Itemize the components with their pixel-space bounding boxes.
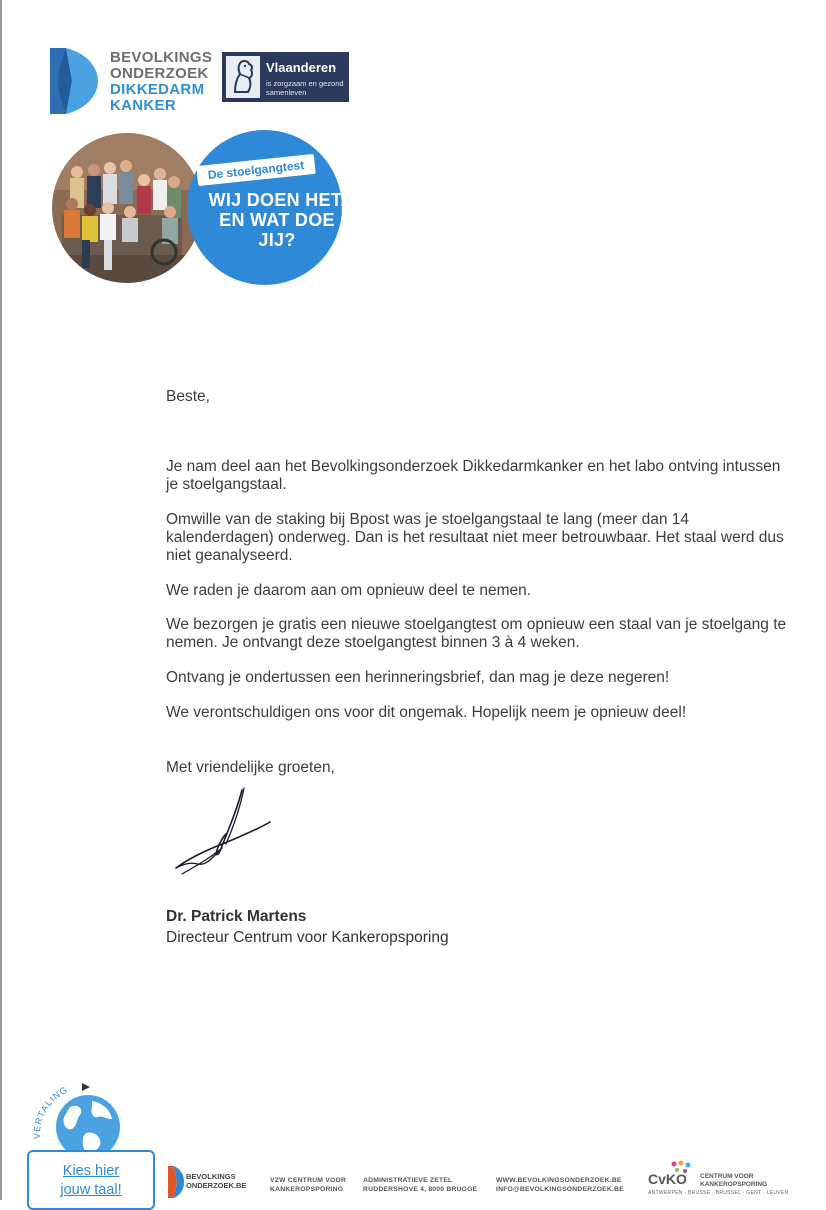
- paragraph-6: We verontschuldigen ons voor dit ongemak. Hopelijk neem je opnieuw deel!: [166, 704, 687, 721]
- footer-logo-line1: BEVOLKINGS: [186, 1172, 236, 1181]
- cvko-line1: CENTRUM VOOR: [700, 1173, 754, 1180]
- vertaling-label: VERTALING: [31, 1084, 70, 1140]
- campaign-slogan: WIJ DOEN HET. EN WAT DOE JIJ?: [208, 190, 346, 250]
- footer-email[interactable]: INFO@BEVOLKINGSONDERZOEK.BE: [496, 1186, 624, 1193]
- footer-organisation: [270, 1176, 346, 1194]
- footer-address: [363, 1176, 477, 1194]
- bvo-logo-line1: BEVOLKINGS: [110, 49, 213, 66]
- cvko-text: [700, 1173, 767, 1189]
- footer-col1-line1: VZW CENTRUM VOOR: [270, 1177, 347, 1184]
- group-photo: [52, 130, 202, 285]
- paragraph-4: We bezorgen je gratis een nieuwe stoelgangtest om opnieuw een staal van je stoelgang te nemen. Je ontvangt deze stoelgangtest binnen 3 à 4 weken.: [166, 616, 787, 651]
- cvko-cities: ANTWERPEN · BRUSSE · BRUSSEL · GENT · LEUVEN: [648, 1190, 789, 1196]
- footer-col1-line2: KANKEROPSPORING: [270, 1186, 344, 1193]
- campaign-banner: [52, 130, 352, 290]
- cvko-mark: CvKO: [648, 1171, 687, 1187]
- vlaanderen-title: Vlaanderen: [266, 60, 337, 75]
- vlaanderen-subtitle: is zorgzaam en gezond samenleven: [266, 79, 344, 97]
- footer-contact: [496, 1176, 624, 1194]
- bvo-logo-line2: ONDERZOEK: [110, 65, 209, 82]
- bvo-logo-mark: [50, 48, 98, 114]
- footer-col2-line1: ADMINISTRATIEVE ZETEL: [363, 1177, 453, 1184]
- footer-bvo-logo-text: [186, 1172, 246, 1190]
- choose-language-line2[interactable]: jouw taal!: [60, 1182, 122, 1198]
- paragraph-5: Ontvang je ondertussen een herinneringsbrief, dan mag je deze negeren!: [166, 669, 670, 686]
- vlaanderen-logo: [222, 52, 349, 102]
- paragraph-2: Omwille van de staking bij Bpost was je stoelgangstaal te lang (meer dan 14 kalenderdagen) onderweg. Dan is het resultaat niet meer betrouwbaar. Het staal werd dus niet geanalyseerd.: [166, 511, 784, 564]
- cvko-line2: KANKEROPSPORING: [700, 1181, 768, 1188]
- translation-widget[interactable]: [22, 1075, 162, 1200]
- lion-icon: [226, 56, 260, 98]
- handwritten-signature: [172, 786, 282, 886]
- campaign-tag: De stoelgangtest: [196, 154, 315, 186]
- paragraph-1: Je nam deel aan het Bevolkingsonderzoek Dikkedarmkanker en het labo ontving intussen je stoelgangstaal.: [166, 458, 781, 493]
- footer-bvo-logo-mark: [168, 1166, 184, 1198]
- footer-website[interactable]: WWW.BEVOLKINGSONDERZOEK.BE: [496, 1177, 622, 1184]
- salutation: Beste,: [166, 388, 210, 405]
- footer-col2-line2: RUDDERSHOVE 4, 8000 BRUGGE: [363, 1186, 478, 1193]
- bevolkingsonderzoek-logo: [50, 48, 213, 118]
- bvo-logo-line3: DIKKEDARM: [110, 81, 205, 98]
- cvko-logo: [646, 1160, 698, 1190]
- page-edge: [0, 0, 2, 1200]
- choose-language-link[interactable]: [27, 1150, 155, 1210]
- paragraph-3: We raden je daarom aan om opnieuw deel te nemen.: [166, 582, 532, 599]
- footer-logo-line2: ONDERZOEK.BE: [186, 1181, 247, 1190]
- choose-language-line1[interactable]: Kies hier: [62, 1163, 120, 1179]
- bvo-logo-line4: KANKER: [110, 97, 176, 114]
- signer-title: Directeur Centrum voor Kankeropsporing: [166, 929, 449, 946]
- signer-name: Dr. Patrick Martens: [166, 908, 307, 925]
- closing: Met vriendelijke groeten,: [166, 759, 335, 776]
